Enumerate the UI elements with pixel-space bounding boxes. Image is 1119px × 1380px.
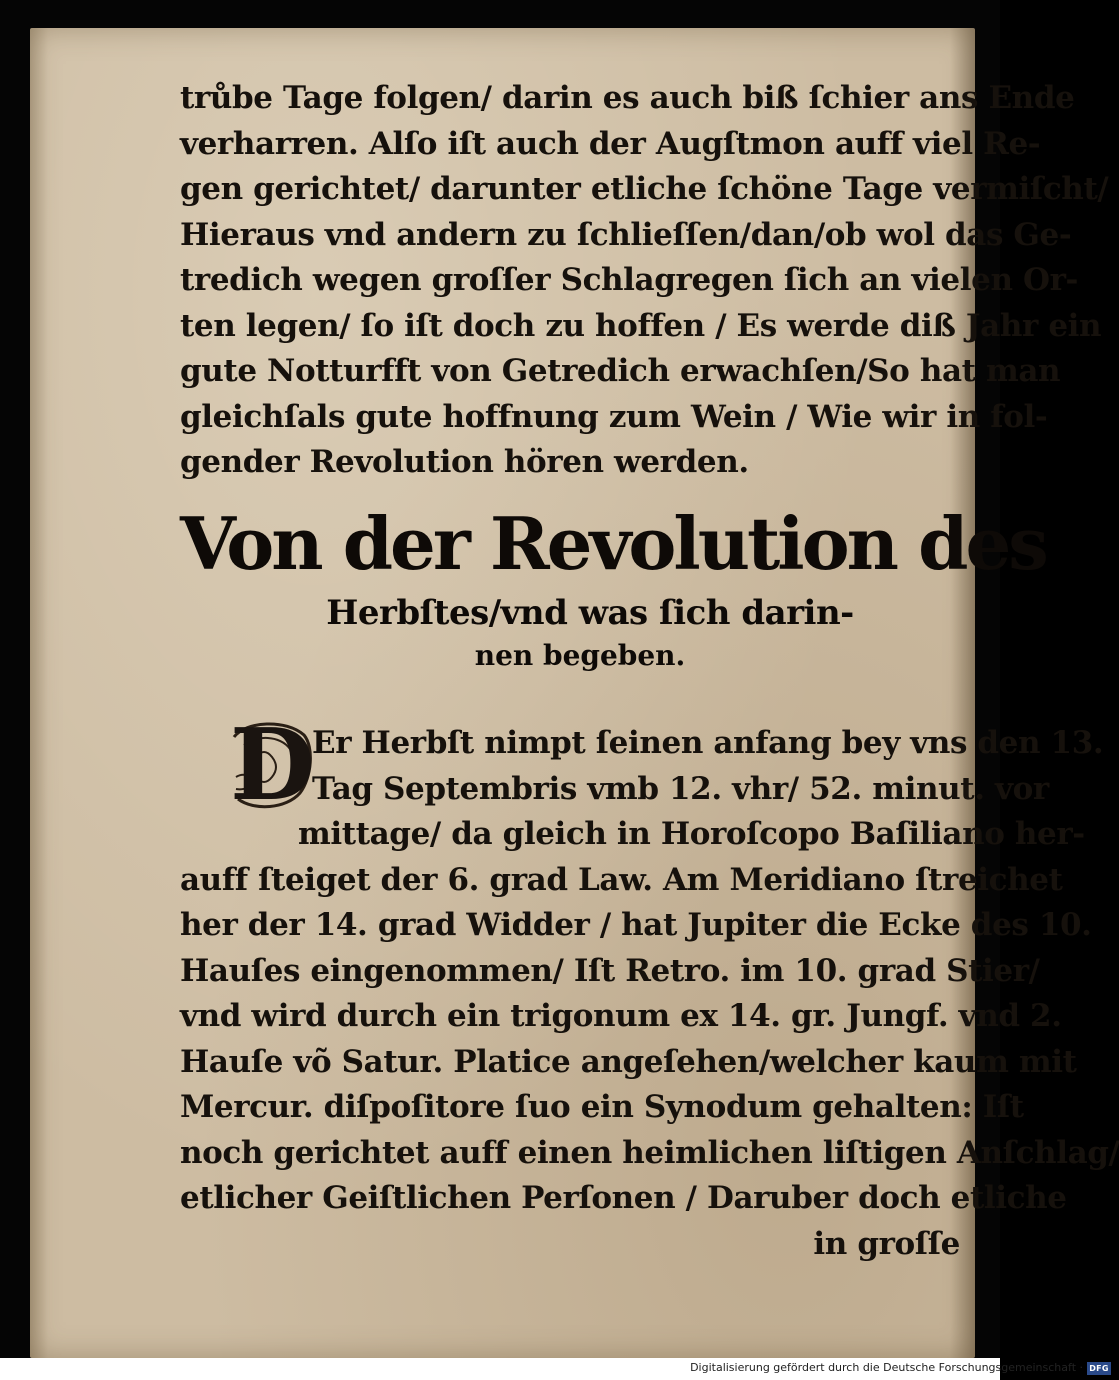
paragraph-2: [180, 708, 1119, 1267]
book-page: [30, 28, 1119, 1358]
text-line: mittage/ da gleich in Horoſcopo Baſiliano her-: [298, 816, 1085, 852]
text-line: gen gerichtet/ darunter etliche ſchöne Tage vermiſcht/: [180, 171, 1109, 207]
heading-subtitle: Herbſtes/vnd was ſich darin-: [326, 593, 854, 633]
heading-title: Von der Revolution des: [180, 501, 1046, 586]
text-line: Hieraus vnd andern zu ſchlieſſen/dan/ob wol das Ge-: [180, 216, 1072, 253]
text-line: Mercur. diſpoſitore ſuo ein Synodum gehalten: Iſt: [180, 1089, 1024, 1125]
text-line: verharren. Alſo iſt auch der Augſtmon auff viel Re-: [180, 125, 1041, 162]
catchword: in groſſe: [813, 1225, 960, 1262]
text-line: noch gerichtet auff einen heimlichen liſtigen Anſchlag/: [180, 1134, 1119, 1171]
text-line: ten legen/ ſo iſt doch zu hoffen / Es werde diß Jahr ein: [180, 307, 1102, 344]
text-line: trůbe Tage folgen/ darin es auch biß ſchier ans Ende: [180, 80, 1075, 116]
dfg-logo: DFG: [1087, 1362, 1111, 1375]
section-heading: [180, 498, 1046, 676]
footer-credit: Digitalisierung gefördert durch die Deutsche Forschungsgemeinschaft ·: [690, 1361, 1083, 1374]
text-line: gleichſals gute hoffnung zum Wein / Wie wir in fol-: [180, 398, 1048, 435]
text-line: gender Revolution hören werden.: [180, 444, 749, 480]
text-line: Hauſe võ Satur. Platice angeſehen/welcher kaum mit: [180, 1043, 1077, 1080]
heading-subtitle-continued: nen begeben.: [474, 639, 686, 672]
text-line: Tag Septembris vmb 12. vhr/ 52. minut. vor: [312, 770, 1049, 807]
text-line: auff ſteiget der 6. grad Law. Am Meridiano ſtreichet: [180, 861, 1063, 898]
text-line: Hauſes eingenommen/ Iſt Retro. im 10. grad Stier/: [180, 952, 1040, 989]
text-line: Er Herbſt nimpt ſeinen anfang bey vns den 13.: [312, 725, 1104, 761]
text-line: gute Notturfft von Getredich erwachſen/So hat man: [180, 353, 1061, 389]
dropcap-letter: D: [230, 708, 315, 823]
text-line: tredich wegen groſſer Schlagregen ſich an vielen Or-: [180, 262, 1078, 298]
paragraph-1: [180, 76, 1109, 486]
text-line: vnd wird durch ein trigonum ex 14. gr. Jungf. vnd 2.: [180, 998, 1062, 1034]
text-line: her der 14. grad Widder / hat Jupiter die Ecke des 10.: [180, 907, 1092, 943]
text-line: etlicher Geiſtlichen Perſonen / Daruber doch etliche: [180, 1180, 1067, 1216]
